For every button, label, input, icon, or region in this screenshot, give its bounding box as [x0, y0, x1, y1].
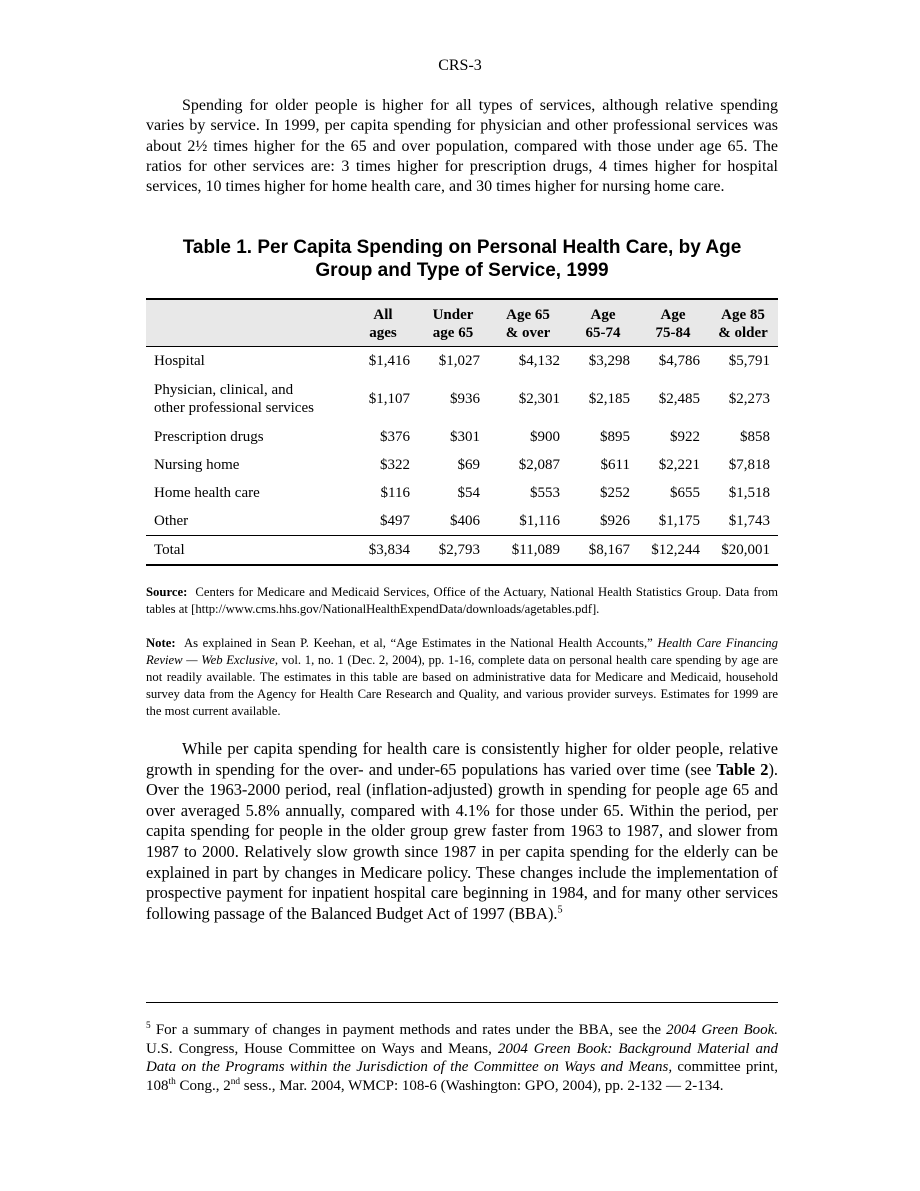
table-cell: $553 [530, 484, 560, 501]
note-text: As explained in Sean P. Keehan, et al, “Age Estimates in the National Health Accounts,” [183, 636, 658, 650]
table-cell: $116 [380, 484, 410, 501]
table-cell: $1,518 [728, 484, 770, 501]
footnote: $^5$ For a summary of changes in payment methods and rates under the BBA, see the 2004 Green Book. U.S. Congress, House Committee on Ways and Means, 2004 Green Book: Background Material and Data on the Programs within the Jurisdiction of the Committee on Ways and Means, committee print, 108th Cong., 2nd sess., Mar. 2004, WMCP: 108-6 (Washington: GPO, 2004), pp. 2-132 — 2-134. [146, 1021, 779, 1094]
table-cell: $2,221 [658, 456, 700, 473]
table-cell: $1,743 [728, 512, 770, 529]
row-label: Total [146, 536, 348, 566]
table-row [146, 507, 778, 536]
source-label: Source: [146, 585, 188, 599]
table-cell: $655 [670, 484, 700, 501]
row-label: Physician, clinical, and other professional services [154, 382, 314, 416]
page-header: CRS-3 [438, 57, 482, 74]
row-label: Hospital [154, 353, 205, 369]
column-header: All ages [348, 299, 418, 347]
table-cell: $4,786 [658, 352, 700, 369]
column-header: Age 75-84 [638, 299, 708, 347]
table-cell: $4,132 [518, 352, 560, 369]
table-row [146, 375, 778, 423]
table-cell: $900 [530, 428, 560, 445]
table-title [146, 236, 778, 282]
table-cell: $2,485 [658, 390, 700, 407]
table-cell: $376 [380, 428, 410, 445]
table-cell: $2,793 [418, 536, 488, 566]
table-cell: $858 [740, 428, 770, 445]
table-cell: $5,791 [728, 352, 770, 369]
table-cell: $54 [457, 484, 480, 501]
note-label: Note: [146, 636, 176, 650]
table-cell: $497 [380, 512, 410, 529]
table-cell: $69 [457, 456, 480, 473]
table-cell: $1,107 [368, 390, 410, 407]
table-row [146, 479, 778, 507]
table-cell: $936 [450, 390, 480, 407]
table-title-line-2: Group and Type of Service, 1999 [315, 260, 609, 281]
table-cell: $406 [450, 512, 480, 529]
table-cell: $11,089 [488, 536, 568, 566]
row-label: Home health care [154, 485, 260, 501]
table-note [146, 635, 778, 720]
table-header-row [146, 299, 778, 347]
table-cell: $1,027 [438, 352, 480, 369]
note-text: vol. 1, no. 1 (Dec. 2, 2004), pp. 1-16, complete data on personal health care spending by age are not readily available. The estimates in this table are based on administrative data for Medicare and Medicaid, household survey data from the Agency for Health Care Research and Quality, and various provider surveys. Estimates for 1999 are the most current available. [146, 653, 779, 718]
table-cell: $252 [600, 484, 630, 501]
table-cell: $1,416 [368, 352, 410, 369]
footnote-divider [146, 1002, 778, 1003]
table-cell: $8,167 [568, 536, 638, 566]
column-header: Age 65-74 [568, 299, 638, 347]
table-cell: $2,185 [588, 390, 630, 407]
table-cell: $3,834 [348, 536, 418, 566]
row-label: Nursing home [154, 457, 240, 473]
column-header: Age 85 & older [708, 299, 778, 347]
table-title-line-1: Table 1. Per Capita Spending on Personal Health Care, by Age [182, 237, 742, 258]
body-paragraph-2: While per capita spending for health care is consistently higher for older people, relative growth in spending for the over- and under-65 populations has varied over time (see Table 2). Over the 1963-2000 period, real (inflation-adjusted) growth in spending for people age 65 and over averaged 5.8% annually, compared with 4.1% for those under 65. Within the period, per capita spending for people in the older group grew faster from 1963 to 1987, and slower from 1987 to 2000. Relatively slow growth since 1987 in per capita spending for the elderly can be explained in part by changes in Medicare policy. These changes include the implementation of prospective payment for inpatient hospital care beginning in 1984, and for many other services following passage of the Balanced Budget Act of 1997 (BBA).$^5$ [146, 739, 778, 923]
table-cell: $2,273 [728, 390, 770, 407]
table-row [146, 451, 778, 479]
row-label: Prescription drugs [154, 429, 264, 445]
source-text: Centers for Medicare and Medicaid Services, Office of the Actuary, National Health Statistics Group. Data from tables at [http://www.cms.hhs.gov/NationalHealthExpendData/downloads/agetables.pdf]. [146, 585, 778, 616]
table-cell: $2,301 [518, 390, 560, 407]
table-total-row [146, 536, 778, 566]
table-cell: $3,298 [588, 352, 630, 369]
footnote-number: 5 [146, 1021, 151, 1031]
table-header-blank [146, 299, 348, 347]
table-cell: $1,175 [658, 512, 700, 529]
column-header: Age 65 & over [488, 299, 568, 347]
spending-table [146, 298, 778, 566]
table-cell: $611 [600, 456, 630, 473]
note-citation: Health Care Financing Review — Web Exclusive, [146, 636, 778, 667]
table-cell: $926 [600, 512, 630, 529]
row-label: Other [154, 513, 189, 529]
table-cell: $1,116 [519, 512, 560, 529]
column-header: Under age 65 [418, 299, 488, 347]
table-cell: $7,818 [728, 456, 770, 473]
table-cell: $20,001 [708, 536, 778, 566]
footnote-reference: 5 [557, 904, 563, 916]
table-cell: $301 [450, 428, 480, 445]
table-cell: $2,087 [518, 456, 560, 473]
table-cell: $12,244 [638, 536, 708, 566]
source-note [146, 584, 778, 618]
table-row [146, 347, 778, 376]
table-cell: $922 [670, 428, 700, 445]
table-row [146, 423, 778, 451]
table-cell: $895 [600, 428, 630, 445]
body-paragraph-1: Spending for older people is higher for all types of services, although relative spending varies by service. In 1999, per capita spending for physician and other professional services was about 2½ times higher for the 65 and over population, compared with those under age 65. The ratios for other services are: 3 times higher for prescription drugs, 4 times higher for hospital services, 10 times higher for home health care, and 30 times higher for nursing home care. [146, 97, 778, 196]
table-cell: $322 [380, 456, 410, 473]
table-2-reference: Table 2 [716, 759, 769, 779]
